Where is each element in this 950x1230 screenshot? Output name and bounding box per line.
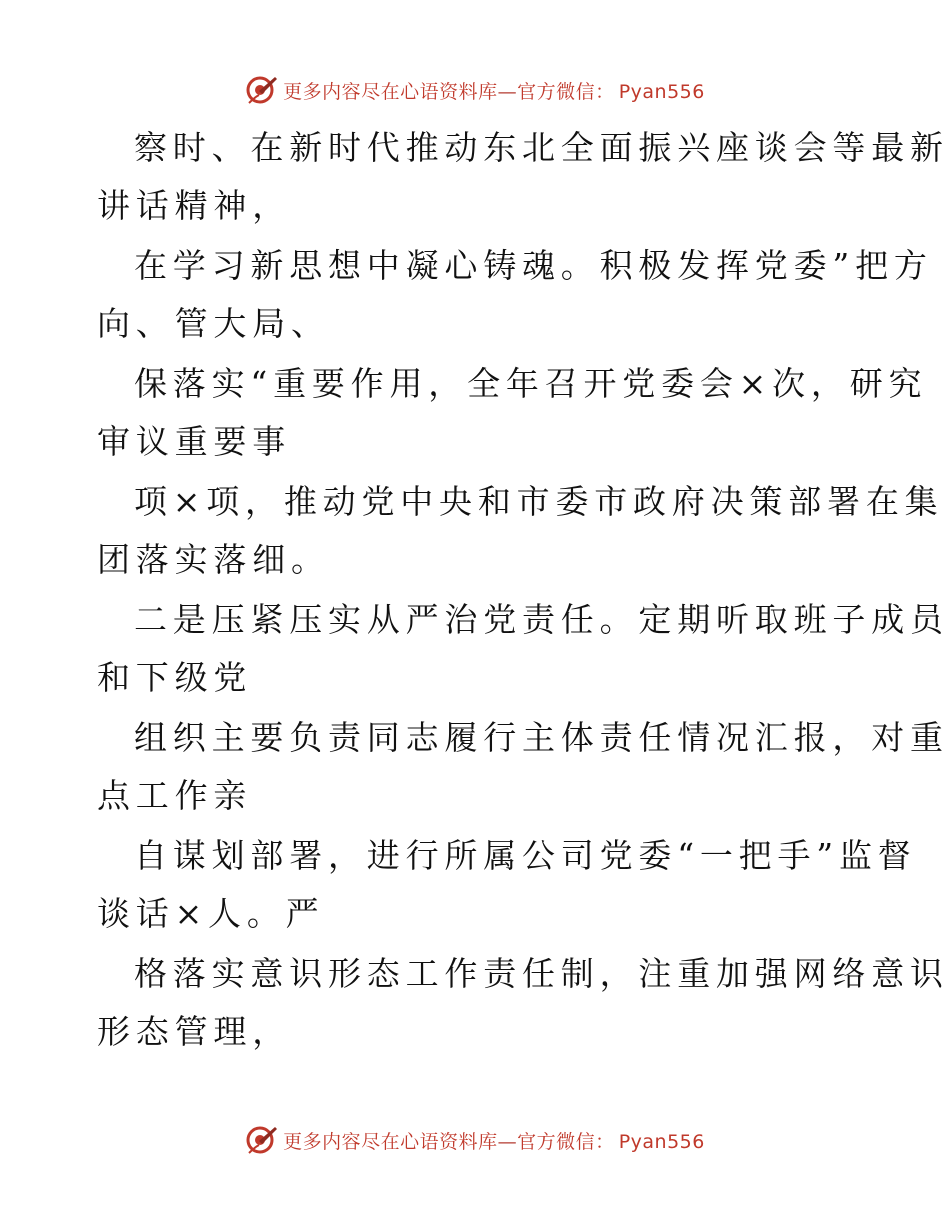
text-line: 组织主要负责同志履行主体责任情况汇报，对重 xyxy=(134,718,949,757)
pen-logo-icon xyxy=(245,73,279,107)
watermark-id: Pyan556 xyxy=(618,80,705,103)
text-line: 团落实落细。 xyxy=(97,540,330,579)
text-line: 点工作亲 xyxy=(97,776,253,815)
watermark-text xyxy=(283,77,705,104)
watermark-text xyxy=(283,1127,705,1154)
text-line: 讲话精神， xyxy=(97,186,291,225)
watermark-label: 官方微信： xyxy=(517,80,615,103)
text-line: 项×项，推动党中央和市委市政府决策部署在集 xyxy=(134,482,944,521)
text-line: 保落实“重要作用，全年召开党委会×次，研究 xyxy=(134,364,928,403)
text-line: 向、管大局、 xyxy=(97,304,330,343)
text-line: 审议重要事 xyxy=(97,422,291,461)
text-line: 谈话×人。严 xyxy=(97,894,325,933)
text-line: 二是压紧压实从严治党责任。定期听取班子成员 xyxy=(134,600,949,639)
watermark-main: 更多内容尽在心语资料库 xyxy=(283,80,498,103)
footer-watermark xyxy=(0,1120,950,1160)
watermark-label: 官方微信： xyxy=(517,1130,615,1153)
text-line: 和下级党 xyxy=(97,658,253,697)
text-line: 在学习新思想中凝心铸魂。积极发挥党委”把方 xyxy=(134,246,933,285)
text-line: 自谋划部署，进行所属公司党委“一把手”监督 xyxy=(134,836,917,875)
watermark-separator: — xyxy=(497,80,518,103)
watermark-separator: — xyxy=(497,1130,518,1153)
text-line: 察时、在新时代推动东北全面振兴座谈会等最新 xyxy=(134,128,949,167)
text-line: 格落实意识形态工作责任制，注重加强网络意识 xyxy=(134,954,949,993)
header-watermark xyxy=(0,70,950,110)
text-line: 形态管理， xyxy=(97,1012,291,1051)
watermark-main: 更多内容尽在心语资料库 xyxy=(283,1130,498,1153)
watermark-id: Pyan556 xyxy=(618,1130,705,1153)
pen-logo-icon xyxy=(245,1123,279,1157)
